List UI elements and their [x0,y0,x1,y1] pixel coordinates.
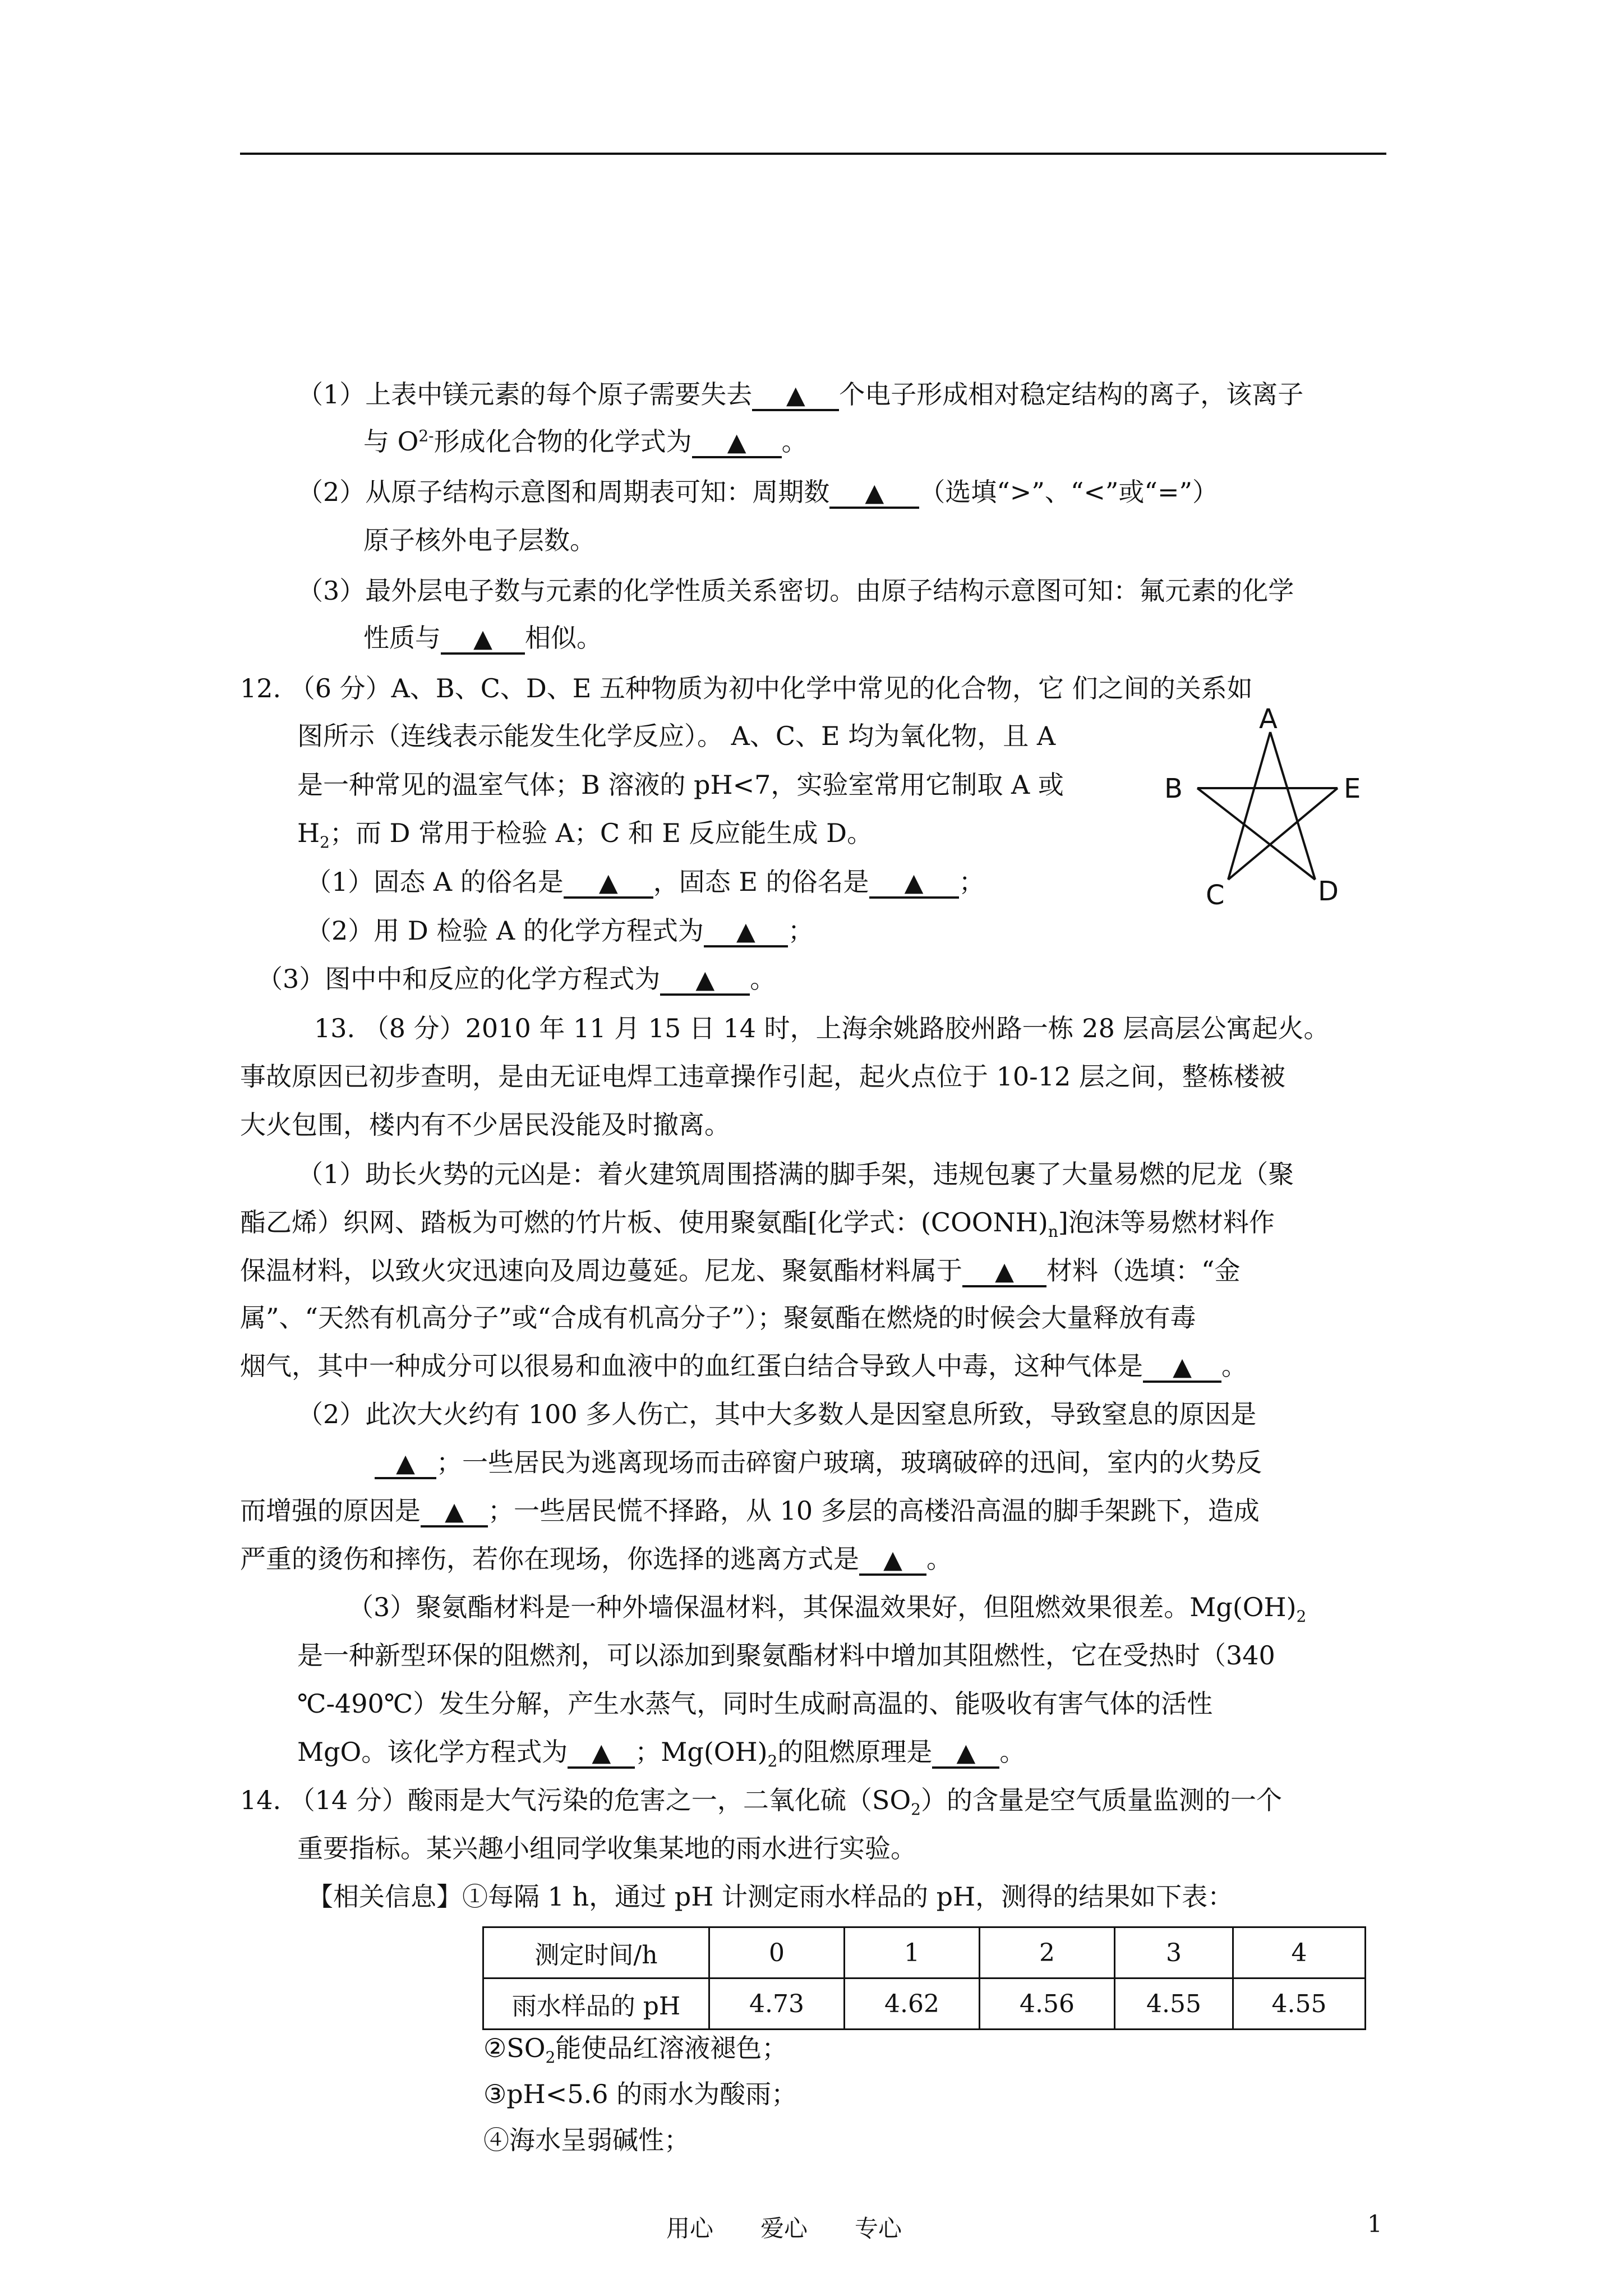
q12-stem-line2: 图所示（连线表示能发生化学反应）。 A、C、E 均为氧化物，且 A [297,721,1056,751]
page-number: 1 [1367,2210,1382,2238]
answer-blank[interactable] [859,1545,926,1576]
answer-blank[interactable] [932,1738,999,1769]
q13-line4: （1）助长火势的元凶是：着火建筑周围搭满的脚手架，违规包裹了大量易燃的尼龙（聚 [297,1159,1294,1189]
line-C-E [1228,788,1338,880]
star-lines [1197,732,1338,880]
answer-blank[interactable] [704,917,788,947]
q14-info3: ③pH<5.6 的雨水为酸雨； [483,2079,797,2109]
triangle-marker: ▲ [956,1738,976,1767]
q11-part3-line2: 性质与 ▲ 相似。 [363,623,602,655]
q11-part1-line2: 与 $O^{2-}$形成化合物的化学式为 ▲ 。 [363,426,808,458]
table-cell: 4 [1233,1927,1366,1978]
table-cell: 2 [980,1927,1115,1978]
triangle-marker: ▲ [904,868,924,897]
q13-line12: 严重的烫伤和摔伤，若你在现场，你选择的逃离方式是 ▲ 。 [240,1544,952,1576]
answer-blank[interactable] [1143,1352,1221,1383]
table-cell: 4.55 [1233,1978,1366,2030]
node-label-E: E [1344,773,1361,804]
node-label-B: B [1164,773,1183,804]
line-A-C [1228,732,1270,880]
table-cell: 测定时间/h [483,1927,709,1978]
q12-stem-line4: $H_2$；而 D 常用于检验 A；C 和 E 反应能生成 D。 [297,818,873,852]
answer-blank[interactable] [692,427,782,458]
line-A-D [1270,732,1315,880]
q13-line14: 是一种新型环保的阻燃剂，可以添加到聚氨酯材料中增加其阻燃性，它在受热时（340 [297,1640,1275,1671]
answer-blank[interactable] [962,1257,1046,1287]
triangle-marker: ▲ [786,381,805,409]
q11-part3-line1: （3）最外层电子数与元素的化学性质关系密切。由原子结构示意图可知：氟元素的化学 [297,576,1294,606]
triangle-marker: ▲ [865,478,884,507]
q13-line7: 属”、“天然有机高分子”或“合成有机高分子”）；聚氨酯在燃烧的时候会大量释放有毒 [240,1303,1196,1333]
answer-blank[interactable] [829,478,919,509]
q13-line8: 烟气，其中一种成分可以很易和血液中的血红蛋白结合导致人中毒，这种气体是 ▲ 。 [240,1351,1247,1383]
q12-stem-line3: 是一种常见的温室气体；B 溶液的 pH<7，实验室常用它制取 A 或 [297,770,1064,800]
q13-line6: 保温材料，以致火灾迅速向及周边蔓延。尼龙、聚氨酯材料属于 ▲ 材料（选填：“金 [240,1255,1241,1287]
q13-line5: 酯乙烯）织网、踏板为可燃的竹片板、使用聚氨酯[化学式：$(COONH)_n$]泡沫等易燃材料作 [240,1207,1275,1241]
triangle-marker: ▲ [592,1738,611,1767]
triangle-marker: ▲ [736,917,755,946]
q13-line10: ▲ ；一些居民为逃离现场而击碎窗户玻璃，玻璃破碎的迅间，室内的火势反 [375,1447,1262,1479]
table-cell: 4.73 [709,1978,845,2030]
triangle-marker: ▲ [445,1497,464,1526]
triangle-marker: ▲ [396,1449,415,1478]
answer-blank[interactable] [375,1448,436,1479]
q14-line1: 14. （14 分）酸雨是大气污染的危害之一，二氧化硫$(SO_2)$的含量是空气质量监测的一个 [240,1785,1282,1819]
table-cell: 3 [1115,1927,1233,1978]
q13-line16: MgO。该化学方程式为 ▲ ；$Mg(OH)_2$的阻燃原理是 ▲ 。 [297,1737,1026,1771]
answer-blank[interactable] [421,1497,488,1527]
triangle-marker: ▲ [727,428,746,457]
triangle-marker: ▲ [995,1257,1014,1286]
footer-text: 用心 爱心 专心 [666,2215,902,2242]
triangle-marker: ▲ [1173,1352,1192,1381]
q14-info2: $②SO_2$能使品红溶液褪色； [483,2033,788,2067]
q14-line2: 重要指标。某兴趣小组同学收集某地的雨水进行实验。 [297,1833,916,1864]
node-label-C: C [1206,880,1225,911]
q13-line9: （2）此次大火约有 100 多人伤亡，其中大多数人是因窒息所致，导致窒息的原因是 [297,1399,1257,1429]
q14-info4: ④海水呈弱碱性； [483,2125,690,2155]
q13-line11: 而增强的原因是 ▲ ；一些居民慌不择路，从 10 多层的高楼沿高温的脚手架跳下，造成 [240,1496,1260,1527]
table-header-row [483,1927,1366,1978]
triangle-marker: ▲ [473,624,492,653]
triangle-marker: ▲ [695,965,715,994]
q13-line2: 事故原因已初步查明，是由无证电焊工违章操作引起，起火点位于 10-12 层之间，整栋楼被 [240,1061,1285,1092]
ph-measurement-table [482,1926,1366,2030]
info-label: 【相关信息】 [307,1881,462,1912]
answer-blank[interactable] [869,868,959,899]
q11-part2-line1: （2）从原子结构示意图和周期表可知：周期数 ▲ （选填“>”、“<”或“=”） [297,477,1218,509]
header-rule [240,153,1386,155]
q12-part1: （1）固态 A 的俗名是 ▲ ，固态 E 的俗名是 ▲ ； [306,867,985,899]
star-reaction-diagram [1144,701,1391,914]
answer-blank[interactable] [441,624,525,655]
table-cell: 1 [845,1927,980,1978]
node-label-D: D [1318,876,1339,907]
q11-part2-line2: 原子核外电子层数。 [363,525,596,555]
table-row [483,1978,1366,2030]
q12-stem-line1: 12. （6 分）A、B、C、D、E 五种物质为初中化学中常见的化合物，它 们之间的关系如 [240,673,1253,703]
table-cell: 4.55 [1115,1978,1233,2030]
answer-blank[interactable] [752,380,839,411]
table-cell: 4.62 [845,1978,980,2030]
triangle-marker: ▲ [598,868,618,897]
q12-part2: （2）用 D 检验 A 的化学方程式为 ▲ ； [306,915,814,947]
q14-info1: 【相关信息】①每隔 1 h，通过 pH 计测定雨水样品的 pH，测得的结果如下表： [307,1881,1234,1912]
node-label-A: A [1259,703,1278,735]
table-cell: 0 [709,1927,845,1978]
answer-blank[interactable] [660,965,750,996]
q13-line3: 大火包围，楼内有不少居民没能及时撤离。 [240,1110,730,1140]
answer-blank[interactable] [564,868,653,899]
q12-part3: （3）图中中和反应的化学方程式为 ▲ 。 [257,964,776,996]
q13-line13: （3）聚氨酯材料是一种外墙保温材料，其保温效果好，但阻燃效果很差。$Mg(OH)_2$ [348,1592,1307,1626]
table-cell: 雨水样品的 pH [483,1978,709,2030]
q11-part1-line1: （1）上表中镁元素的每个原子需要失去 ▲ 个电子形成相对稳定结构的离子，该离子 [297,379,1303,411]
table-cell: 4.56 [980,1978,1115,2030]
line-B-D [1197,788,1315,880]
q13-line15: ℃-490℃）发生分解，产生水蒸气，同时生成耐高温的、能吸收有害气体的活性 [297,1688,1213,1719]
q13-line1: 13. （8 分）2010 年 11 月 15 日 14 时，上海余姚路胶州路一栋 28 层高层公寓起火。 [314,1013,1330,1043]
answer-blank[interactable] [568,1738,635,1769]
triangle-marker: ▲ [883,1545,902,1574]
